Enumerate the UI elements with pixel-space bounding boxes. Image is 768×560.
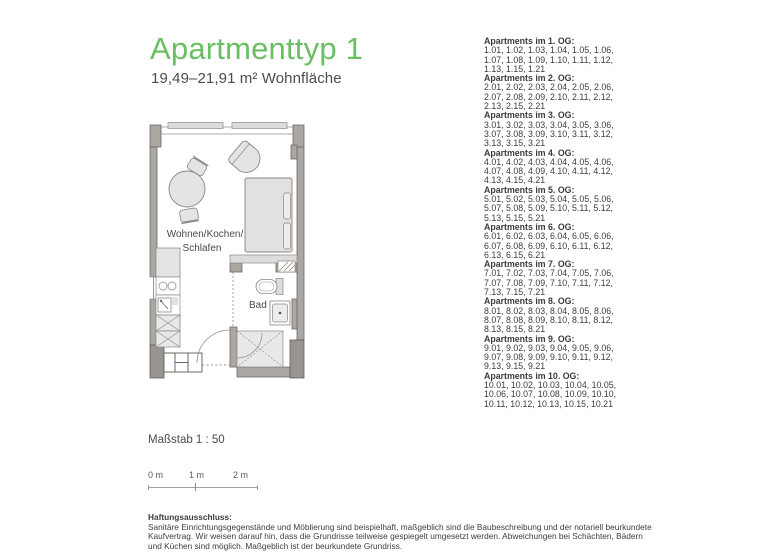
floor-heading: Apartments im 4. OG: <box>484 147 575 158</box>
unit-numbers: 3.01, 3.02, 3.03, 3.04, 3.05, 3.06, 3.07, 3.08, 3.09, 3.10, 3.11, 3.12, 3.13, 3.15, 3.21 <box>484 119 614 149</box>
floor-heading: Apartments im 10. OG: <box>484 370 580 381</box>
floor-heading: Apartments im 2. OG: <box>484 73 575 84</box>
scale-bar-end-tick <box>257 485 258 490</box>
unit-numbers: 4.01, 4.02, 4.03, 4.04, 4.05, 4.06, 4.07, 4.08, 4.09, 4.10, 4.11, 4.12, 4.13, 4.15, 4.21 <box>484 156 614 186</box>
disclaimer <box>148 513 723 551</box>
top-window <box>161 123 293 135</box>
bed <box>245 178 292 252</box>
unit-numbers: 1.01, 1.02, 1.03, 1.04, 1.05, 1.06, 1.07, 1.08, 1.09, 1.10, 1.11, 1.12, 1.13, 1.15, 1.21 <box>484 45 614 74</box>
toilet <box>256 279 283 295</box>
floor-heading: Apartments im 5. OG: <box>484 184 575 195</box>
scale-tick-1: 1 m <box>189 470 205 480</box>
apartment-group <box>484 111 652 148</box>
apartment-group <box>484 335 652 372</box>
disclaimer-line: und Küchen sind möglich. Maßgeblich ist der beurkundete Grundriss. <box>148 540 403 551</box>
pillow <box>284 193 291 219</box>
apartment-group <box>484 149 652 186</box>
floor-heading: Apartments im 9. OG: <box>484 333 575 344</box>
floor-heading: Apartments im 7. OG: <box>484 259 575 270</box>
unit-numbers: 10.01, 10.02, 10.03, 10.04, 10.05, 10.06, 10.07, 10.08, 10.09, 10.10, 10.11, 10.12, 10.13, 10.15, 10.21 <box>484 379 617 409</box>
scale-bar-mid-tick <box>195 483 196 491</box>
apartment-group <box>484 186 652 223</box>
apartment-group <box>484 223 652 260</box>
unit-numbers: 7.01, 7.02, 7.03, 7.04, 7.05, 7.06, 7.07, 7.08, 7.09, 7.10, 7.11, 7.12, 7.13, 7.15, 7.21 <box>484 268 614 298</box>
scale-bar-line <box>148 487 258 488</box>
disclaimer-line: Sanitäre Einrichtungsgegenstände und Möblierung sind beispielhaft, maßgeblich sind die Baubeschreibung und der notariell beurkundete <box>148 521 652 532</box>
floor-heading: Apartments im 3. OG: <box>484 110 575 121</box>
disclaimer-line: Kaufvertrag. Wir weisen darauf hin, dass die Grundrisse teilweise gespiegelt umgesetzt werden. Abweichungen bei Schächten, Bädern <box>148 531 643 542</box>
shower <box>237 331 283 367</box>
disclaimer-heading: Haftungsausschluss: <box>148 512 232 522</box>
shaft-hatch <box>278 261 295 272</box>
page-subtitle: 19,49–21,91 m² Wohnfläche <box>151 70 342 87</box>
apartment-group <box>484 260 652 297</box>
bath-label: Bad <box>249 300 267 311</box>
apartment-list <box>484 37 652 409</box>
pillow <box>284 223 291 249</box>
scale-label: Maßstab 1 : 50 <box>148 434 225 446</box>
dining-table <box>169 156 208 223</box>
floor-heading: Apartments im 8. OG: <box>484 296 575 307</box>
apartment-group <box>484 37 652 74</box>
floor-plan <box>148 115 308 388</box>
room-label-line1: Wohnen/Kochen/ <box>166 229 244 240</box>
unit-numbers: 9.01, 9.02, 9.03, 9.04, 9.05, 9.06, 9.07, 9.08, 9.09, 9.10, 9.11, 9.12, 9.13, 9.15, 9.21 <box>484 342 614 372</box>
floor-heading: Apartments im 1. OG: <box>484 36 575 46</box>
room-label-line2: Schlafen <box>182 243 222 254</box>
scale-tick-0: 0 m <box>148 470 164 480</box>
apartment-group <box>484 372 652 409</box>
bath-sink <box>270 301 290 325</box>
scale-bar-start-tick <box>148 485 149 490</box>
floor-heading: Apartments im 6. OG: <box>484 221 575 232</box>
entry-wardrobe <box>164 353 202 372</box>
kitchen <box>156 248 180 347</box>
page-title: Apartmenttyp 1 <box>150 31 364 66</box>
unit-numbers: 5.01, 5.02, 5.03, 5.04, 5.05, 5.06, 5.07, 5.08, 5.09, 5.10, 5.11, 5.12, 5.13, 5.15, 5.21 <box>484 194 614 223</box>
scale-tick-2: 2 m <box>233 470 249 480</box>
unit-numbers: 6.01, 6.02, 6.03, 6.04, 6.05, 6.06, 6.07, 6.08, 6.09, 6.10, 6.11, 6.12, 6.13, 6.15, 6.21 <box>484 231 614 260</box>
unit-numbers: 8.01, 8.02, 8.03, 8.04, 8.05, 8.06, 8.07, 8.08, 8.09, 8.10, 8.11, 8.12, 8.13, 8.15, 8.21 <box>484 305 614 335</box>
apartment-group <box>484 297 652 334</box>
armchair <box>227 140 265 178</box>
apartment-group <box>484 74 652 111</box>
unit-numbers: 2.01, 2.02, 2.03, 2.04, 2.05, 2.06, 2.07, 2.08, 2.09, 2.10, 2.11, 2.12, 2.13, 2.15, 2.21 <box>484 82 614 112</box>
floor-plan-drawing <box>148 115 308 383</box>
